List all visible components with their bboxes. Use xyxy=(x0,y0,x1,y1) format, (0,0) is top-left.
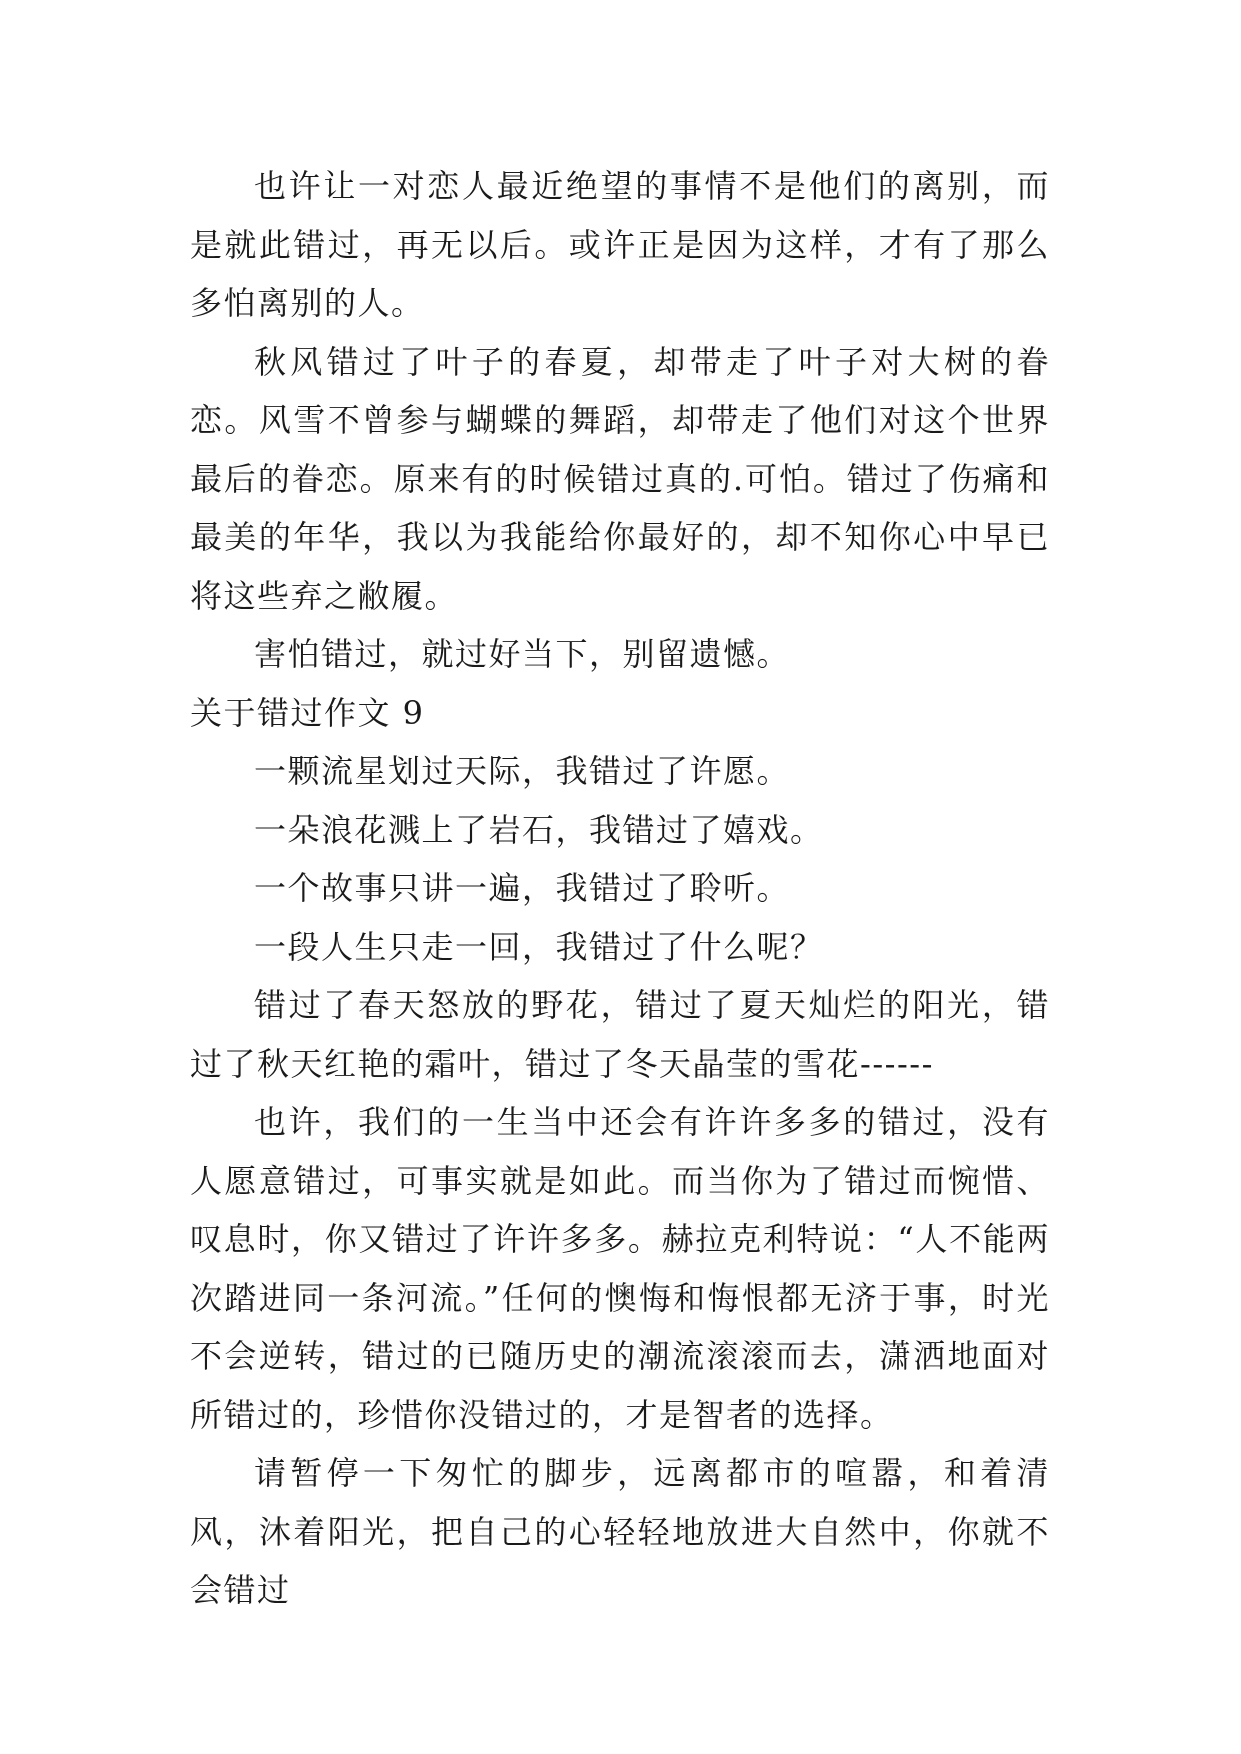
paragraph: 一朵浪花溅上了岩石，我错过了嬉戏。 xyxy=(254,810,824,849)
paragraph: 秋风错过了叶子的春夏，却带走了叶子对大树的眷恋。风雪不曾参与蝴蝶的舞蹈，却带走了他们对这个世界最后的眷恋。原来有的时候错过真的.可怕。错过了伤痛和最美的年华，我以为我能给你最好的，却不知你心中早已将这些弃之敝履。 xyxy=(190,342,1050,615)
paragraph: 一颗流星划过天际，我错过了许愿。 xyxy=(254,752,791,790)
paragraph: 也许让一对恋人最近绝望的事情不是他们的离别，而是就此错过，再无以后。或许正是因为这样，才有了那么多怕离别的人。 xyxy=(190,167,1050,322)
paragraph: 一段人生只走一回，我错过了什么呢？ xyxy=(254,927,824,966)
paragraph: 请暂停一下匆忙的脚步，远离都市的喧嚣，和着清风，沐着阳光，把自己的心轻轻地放进大自然中，你就不会错过 xyxy=(190,1454,1050,1609)
document-body xyxy=(190,157,1050,1620)
paragraph: 错过了春天怒放的野花，错过了夏天灿烂的阳光，错过了秋天红艳的霜叶，错过了冬天晶莹的雪花------ xyxy=(190,986,1050,1083)
section-heading: 关于错过作文 9 xyxy=(190,693,425,732)
paragraph: 也许，我们的一生当中还会有许许多多的错过，没有人愿意错过，可事实就是如此。而当你为了错过而惋惜、叹息时，你又错过了许许多多。赫拉克利特说：“人不能两次踏进同一条河流。”任何的懊悔和悔恨都无济于事，时光不会逆转，错过的已随历史的潮流滚滚而去，潇洒地面对所错过的，珍惜你没错过的，才是智者的选择。 xyxy=(190,1103,1050,1434)
paragraph: 害怕错过，就过好当下，别留遗憾。 xyxy=(254,635,791,673)
paragraph: 一个故事只讲一遍，我错过了聆听。 xyxy=(254,869,791,907)
